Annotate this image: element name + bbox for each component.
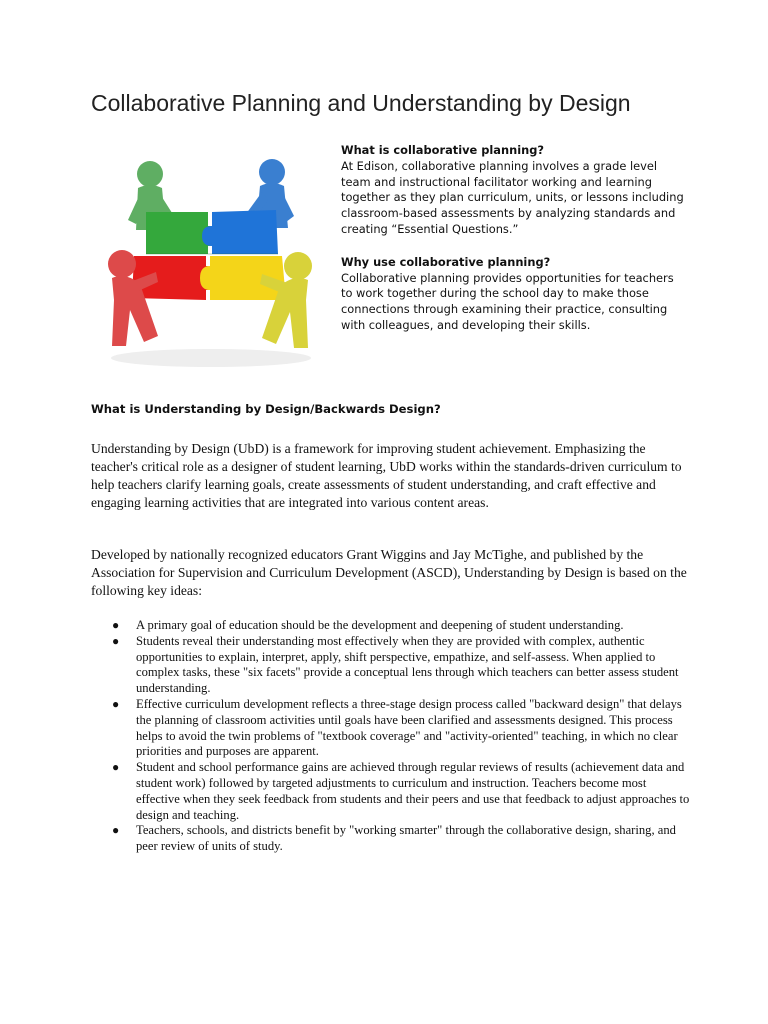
bullet-icon: ● (112, 696, 120, 711)
page-title: Collaborative Planning and Understanding by Design (91, 90, 631, 116)
list-item-text: Effective curriculum development reflects a three-stage design process called "backward design" that delays the planning of classroom activities until goals have been clarified and assessments designed. This process helps to avoid the twin problems of "textbook coverage" and "activity-oriented" teaching, in which no clear priorities and purposes are apparent. (136, 696, 682, 759)
list-item (91, 823, 691, 855)
list-item-text: A primary goal of education should be the development and deepening of student understanding. (136, 618, 624, 632)
intro-section (341, 143, 686, 334)
bullet-icon: ● (112, 633, 120, 648)
why-collaborative-planning-text: Collaborative planning provides opportunities for teachers to work together during the school day to make those connections through examining their practice, consulting with colleagues, and developing their skills. (341, 270, 674, 332)
puzzle-team-icon (100, 150, 322, 372)
why-collaborative-planning-heading: Why use collaborative planning? (341, 254, 551, 269)
ubd-paragraph-2: Developed by nationally recognized educators Grant Wiggins and Jay McTighe, and published by the Association for Supervision and Curriculum Development (ASCD), Understanding by Design is based on the following key ideas: (91, 547, 687, 598)
collaborative-planning-text: At Edison, collaborative planning involves a grade level team and instructional facilitator working and learning together as they plan curriculum, units, or lessons including classroom-based assessments by analyzing standards and creating “Essential Questions.” (341, 158, 684, 236)
ubd-paragraph-1: Understanding by Design (UbD) is a framework for improving student achievement. Emphasizing the teacher's critical role as a designer of student learning, UbD works within the standards-driven curriculum to help teachers clarify learning goals, create assessments of student understanding, and craft effective and engaging learning activities that are integrated into various content areas. (91, 441, 682, 510)
ubd-heading: What is Understanding by Design/Backwards Design? (91, 402, 441, 416)
list-item-text: Student and school performance gains are achieved through regular reviews of results (achievement data and student work) followed by targeted adjustments to curriculum and instruction. Teachers become most effective when they seek feedback from students and their peers and use that feedback to adjust approaches to design and teaching. (136, 760, 690, 822)
list-item (91, 634, 691, 697)
list-item-text: Teachers, schools, and districts benefit by "working smarter" through the collaborative design, sharing, and peer review of units of study. (136, 823, 676, 854)
bullet-icon: ● (112, 760, 120, 775)
list-item (91, 760, 691, 823)
list-item (91, 618, 691, 634)
list-item (91, 697, 691, 760)
bullet-icon: ● (112, 618, 120, 632)
bullet-icon: ● (112, 823, 120, 838)
list-item-text: Students reveal their understanding most effectively when they are provided with complex, authentic opportunities to explain, interpret, apply, shift perspective, empathize, and self-assess. When applied to complex tasks, these "six facets" provide a conceptual lens through which teachers can better assess student understanding. (136, 633, 679, 696)
key-ideas-list (91, 618, 691, 855)
collaborative-planning-heading: What is collaborative planning? (341, 143, 544, 157)
